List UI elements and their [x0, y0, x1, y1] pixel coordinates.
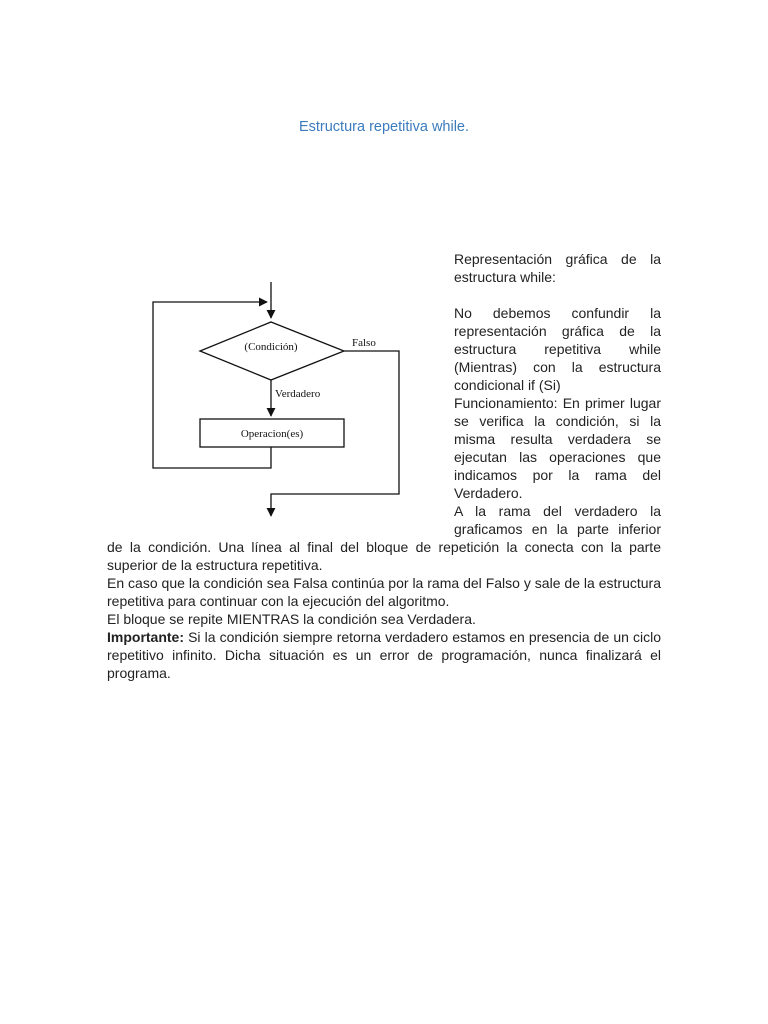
side-paragraph-2: No debemos confundir la representación gráfica de la estructura repetitiva while (Mientras) con la estructura condicional if (Si) — [454, 305, 661, 393]
condition-label: (Condición) — [244, 341, 298, 353]
paragraph-gap — [454, 286, 661, 304]
side-paragraph-3: Funcionamiento: En primer lugar se verifica la condición, si la misma resulta verdadera se ejecutan las operaciones que indicamos por la rama del Verdadero. — [454, 395, 661, 501]
false-label: Falso — [352, 337, 376, 349]
body-paragraph-7 — [107, 628, 661, 682]
body-text — [107, 538, 661, 682]
body-paragraph-5: En caso que la condición sea Falsa continúa por la rama del Falso y sale de la estructura repetitiva para continuar con la ejecución del algoritmo. — [107, 575, 661, 609]
important-label: Importante: — [107, 629, 184, 645]
while-flowchart — [145, 276, 415, 521]
operation-label: Operacion(es) — [240, 428, 304, 440]
side-paragraph-4-start: A la rama del verdadero la graficamos en la parte inferior — [454, 503, 661, 537]
true-label: Verdadero — [275, 388, 321, 400]
side-column — [454, 250, 661, 538]
side-paragraph-1: Representación gráfica de la estructura while: — [454, 251, 661, 285]
body-paragraph-4-end: de la condición. Una línea al final del bloque de repetición la conecta con la parte superior de la estructura repetitiva. — [107, 539, 661, 573]
important-text: Si la condición siempre retorna verdadero estamos en presencia de un ciclo repetitivo infinito. Dicha situación es un error de programación, nunca finalizará el programa. — [107, 629, 661, 681]
page-title: Estructura repetitiva while. — [298, 119, 470, 135]
body-paragraph-6: El bloque se repite MIENTRAS la condición sea Verdadera. — [107, 611, 476, 627]
